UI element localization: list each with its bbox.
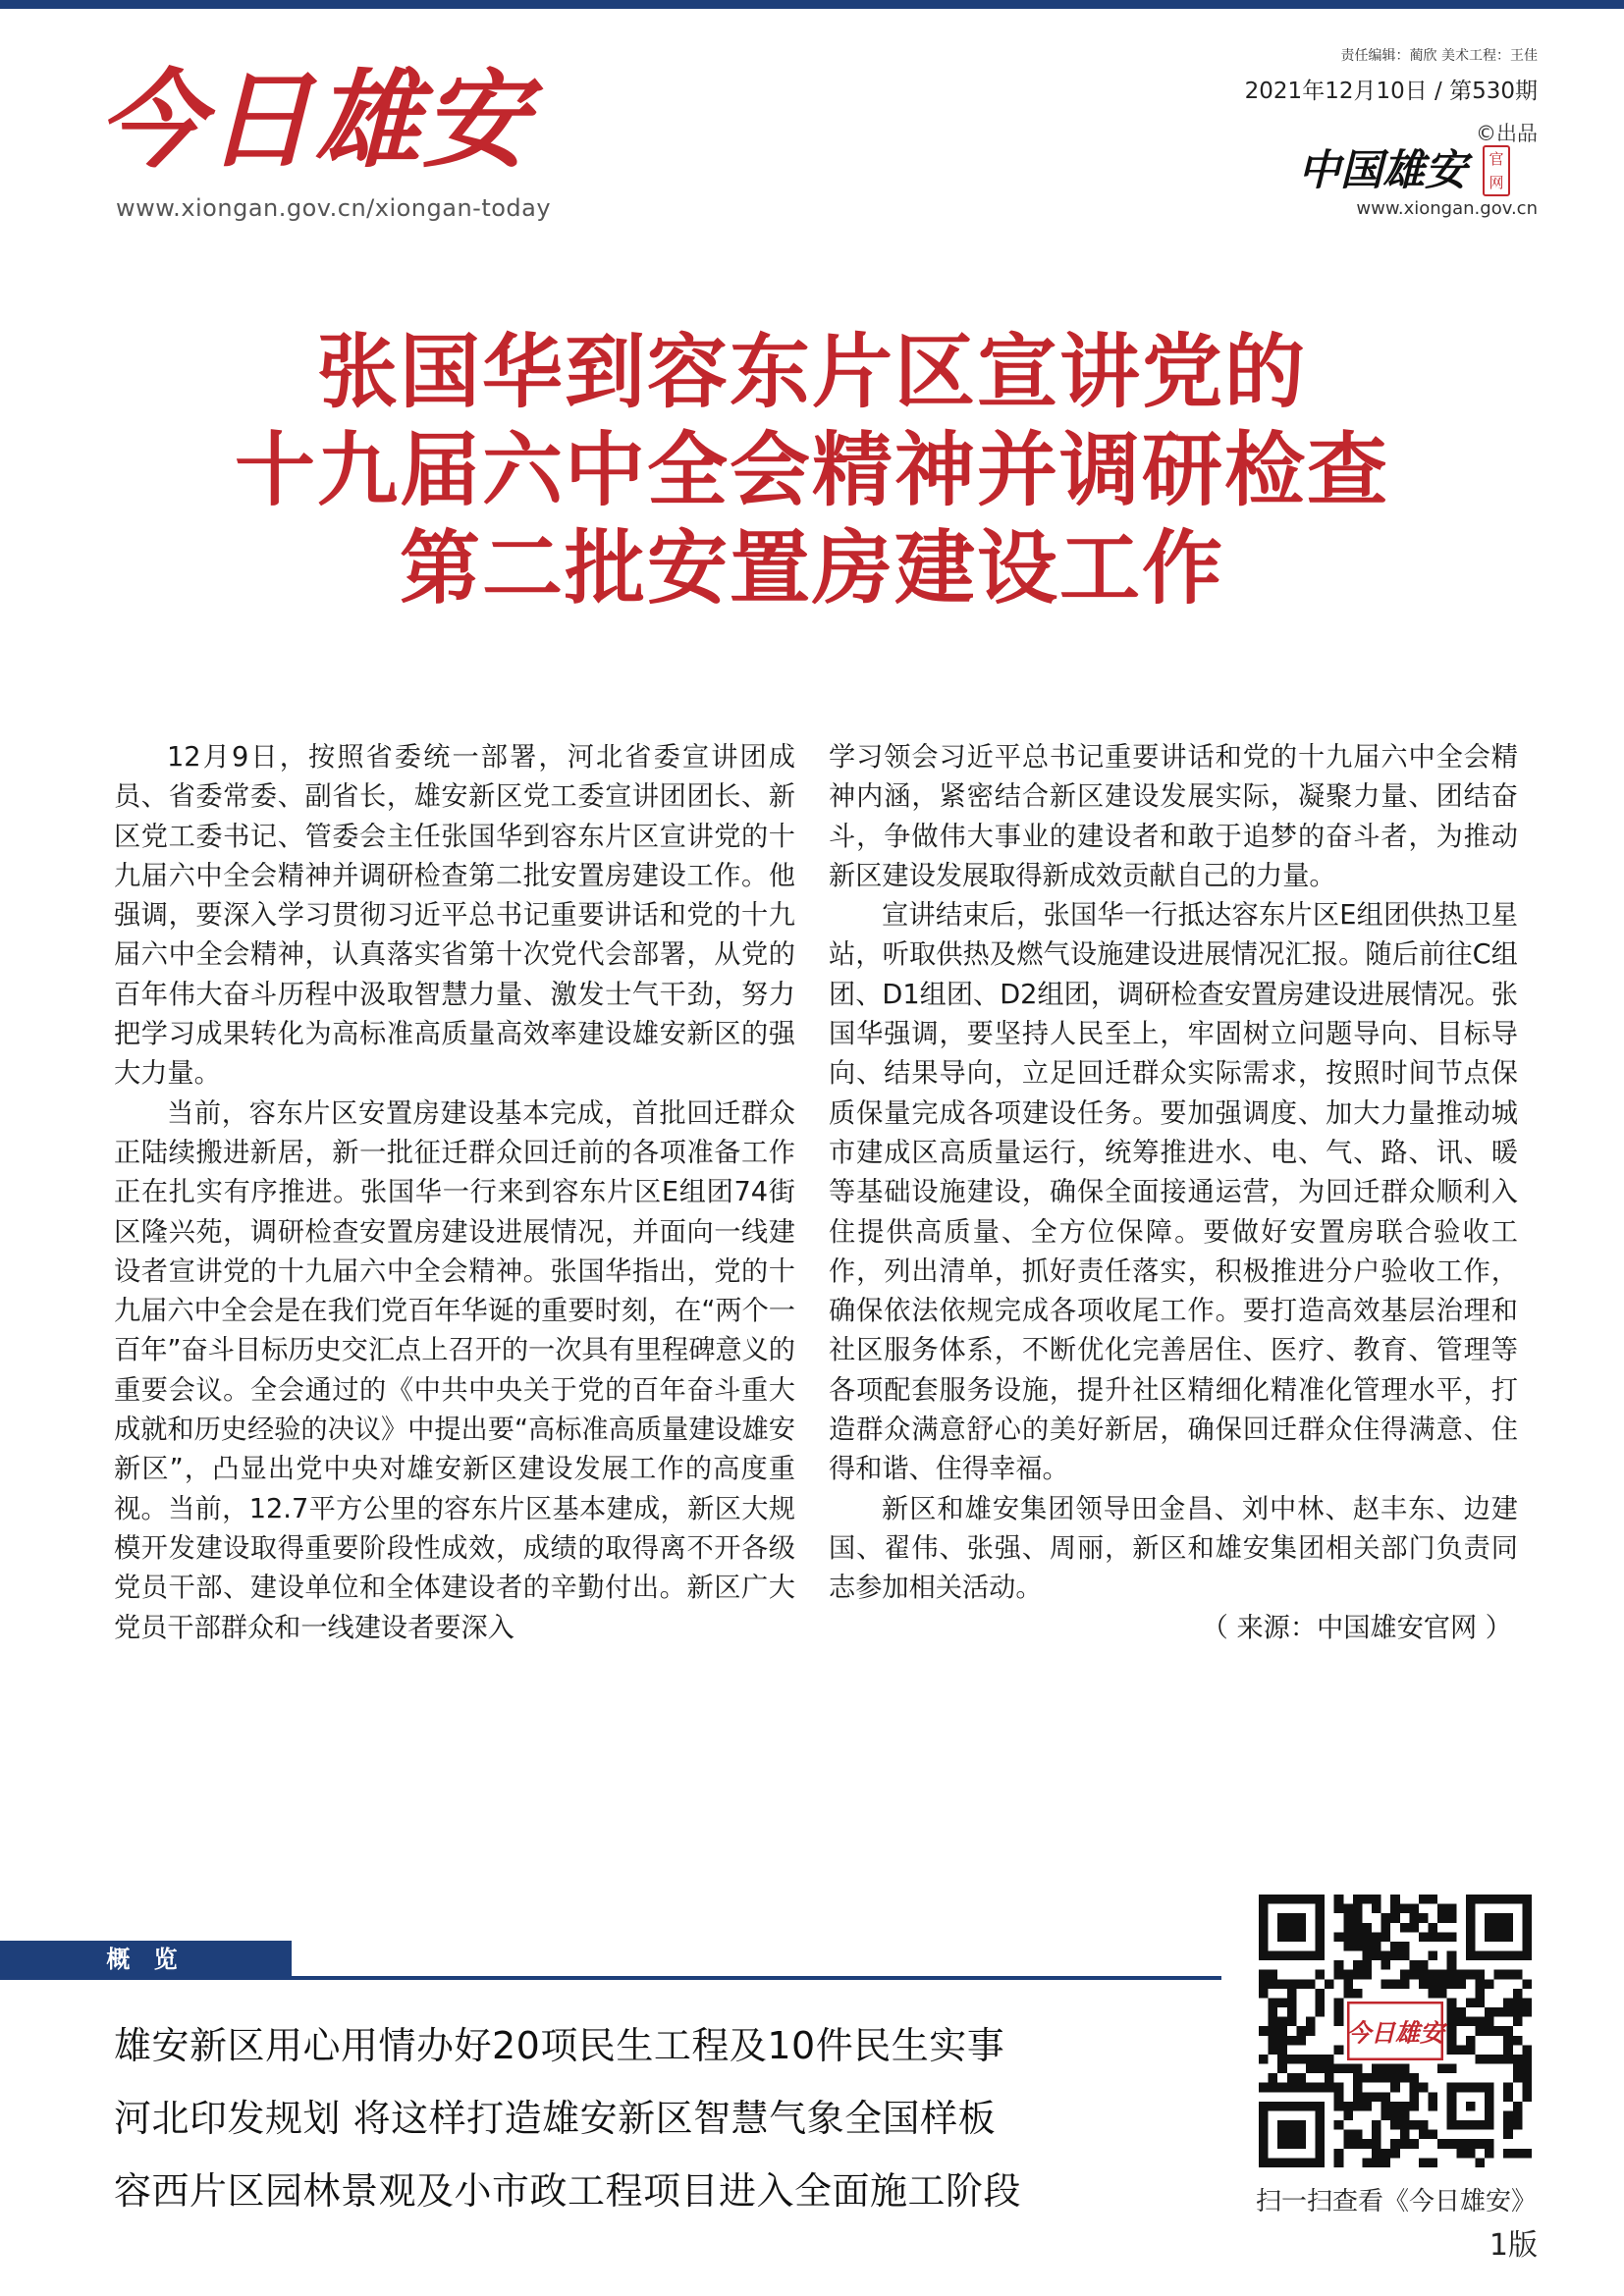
overview-item[interactable]: 河北印发规划 将这样打造雄安新区智慧气象全国样板 [114,2097,997,2140]
overview-item[interactable]: 雄安新区用心用情办好20项民生工程及10件民生实事 [114,2024,1005,2067]
headline-line: 张国华到容东片区宣讲党的 [316,326,1307,419]
headline-line: 第二批安置房建设工作 [399,522,1224,615]
editor-credits: 责任编辑：蔺欣 美术工程：王佳 [1340,48,1538,64]
article-column-right [829,738,1518,1648]
article-paragraph: 当前，容东片区安置房建设基本完成，首批回迁群众正陆续搬进新居，新一批征迁群众回迁前的各项准备工作正在扎实有序推进。张国华一行来到容东片区E组团74街区隆兴苑，调研检查安置房建设进展情况，并面向一线建设者宣讲党的十九届六中全会精神。张国华指出，党的十九届六中全会是在我们党百年华诞的重要时刻，在“两个一百年”奋斗目标历史交汇点上召开的一次具有里程碑意义的重要会议。全会通过的《中共中央关于党的百年奋斗重大成就和历史经验的决议》中提出要“高标准高质量建设雄安新区”，凸显出党中央对雄安新区建设发展工作的高度重视。当前，12.7平方公里的容东片区基本建成，新区大规模开发建设取得重要阶段性成效，成绩的取得离不开各级党员干部、建设单位和全体建设者的辛勤付出。新区广大党员干部群众和一线建设者要深入 [114,1097,795,1643]
qr-center-logo: 今日雄安 [1346,2018,1444,2048]
partner-seal: 官网 [1483,145,1510,196]
article-column-left [114,738,795,1648]
published-by: ©出品 [1476,122,1538,145]
overview-item[interactable]: 容西片区园林景观及小市政工程项目进入全面施工阶段 [114,2169,1022,2213]
qr-caption: 扫一扫查看《今日雄安》 [1255,2187,1537,2216]
article-paragraph: 宣讲结束后，张国华一行抵达容东片区E组团供热卫星站，听取供热及燃气设施建设进展情况汇报。随后前往C组团、D1组团、D2组团，调研检查安置房建设进展情况。张国华强调，要坚持人民至上，牢固树立问题导向、目标导向、结果导向，立足回迁群众实际需求，按照时间节点保质保量完成各项建设任务。要加强调度、加大力量推动城市建成区高质量运行，统筹推进水、电、气、路、讯、暖等基础设施建设，确保全面接通运营，为回迁群众顺利入住提供高质量、全方位保障。要做好安置房联合验收工作，列出清单，抓好责任落实，积极推进分户验收工作，确保依法依规完成各项收尾工作。要打造高效基层治理和社区服务体系，不断优化完善居住、医疗、教育、管理等各项配套服务设施，提升社区精细化精准化管理水平，打造群众满意舒心的美好新居，确保回迁群众住得满意、住得和谐、住得幸福。 [829,900,1518,1485]
top-band [0,0,1624,9]
article-paragraph-continued: 学习领会习近平总书记重要讲话和党的十九届六中全会精神内涵，紧密结合新区建设发展实际，凝聚力量、团结奋斗，争做伟大事业的建设者和敢于追梦的奋斗者，为推动新区建设发展取得新成效贡献自己的力量。 [829,742,1518,891]
headline-line: 十九届六中全会精神并调研检查 [234,424,1389,517]
qr-code[interactable] [1259,1895,1532,2167]
overview-divider [0,1976,1221,1980]
article-paragraph: 新区和雄安集团领导田金昌、刘中林、赵丰东、边建国、翟伟、张强、周丽，新区和雄安集团相关部门负责同志参加相关活动。 [829,1493,1518,1604]
article-source: （ 来源：中国雄安官网 ） [1201,1612,1512,1643]
qr-code-graphic [1259,1895,1532,2167]
article-paragraph: 12月9日，按照省委统一部署，河北省委宣讲团成员、省委常委、副省长，雄安新区党工委宣讲团团长、新区党工委书记、管委会主任张国华到容东片区宣讲党的十九届六中全会精神并调研检查第二批安置房建设工作。他强调，要深入学习贯彻习近平总书记重要讲话和党的十九届六中全会精神，认真落实省第十次党代会部署，从党的百年伟大奋斗历程中汲取智慧力量、激发士气干劲，努力把学习成果转化为高标准高质量高效率建设雄安新区的强大力量。 [114,742,795,1090]
partner-name: 中国雄安 [1298,146,1467,195]
page-number: 1版 [1489,2228,1538,2263]
site-url[interactable]: www.xiongan.gov.cn/xiongan-today [116,194,552,222]
issue-date: 2021年12月10日 / 第530期 [1244,79,1538,104]
overview-tab: 概 览 [0,1941,292,1978]
headline [0,324,1624,618]
partner-url[interactable]: www.xiongan.gov.cn [1356,198,1538,219]
xiongan-today-logo: 今日雄安 [98,59,531,183]
china-xiongan-logo [1298,143,1516,198]
